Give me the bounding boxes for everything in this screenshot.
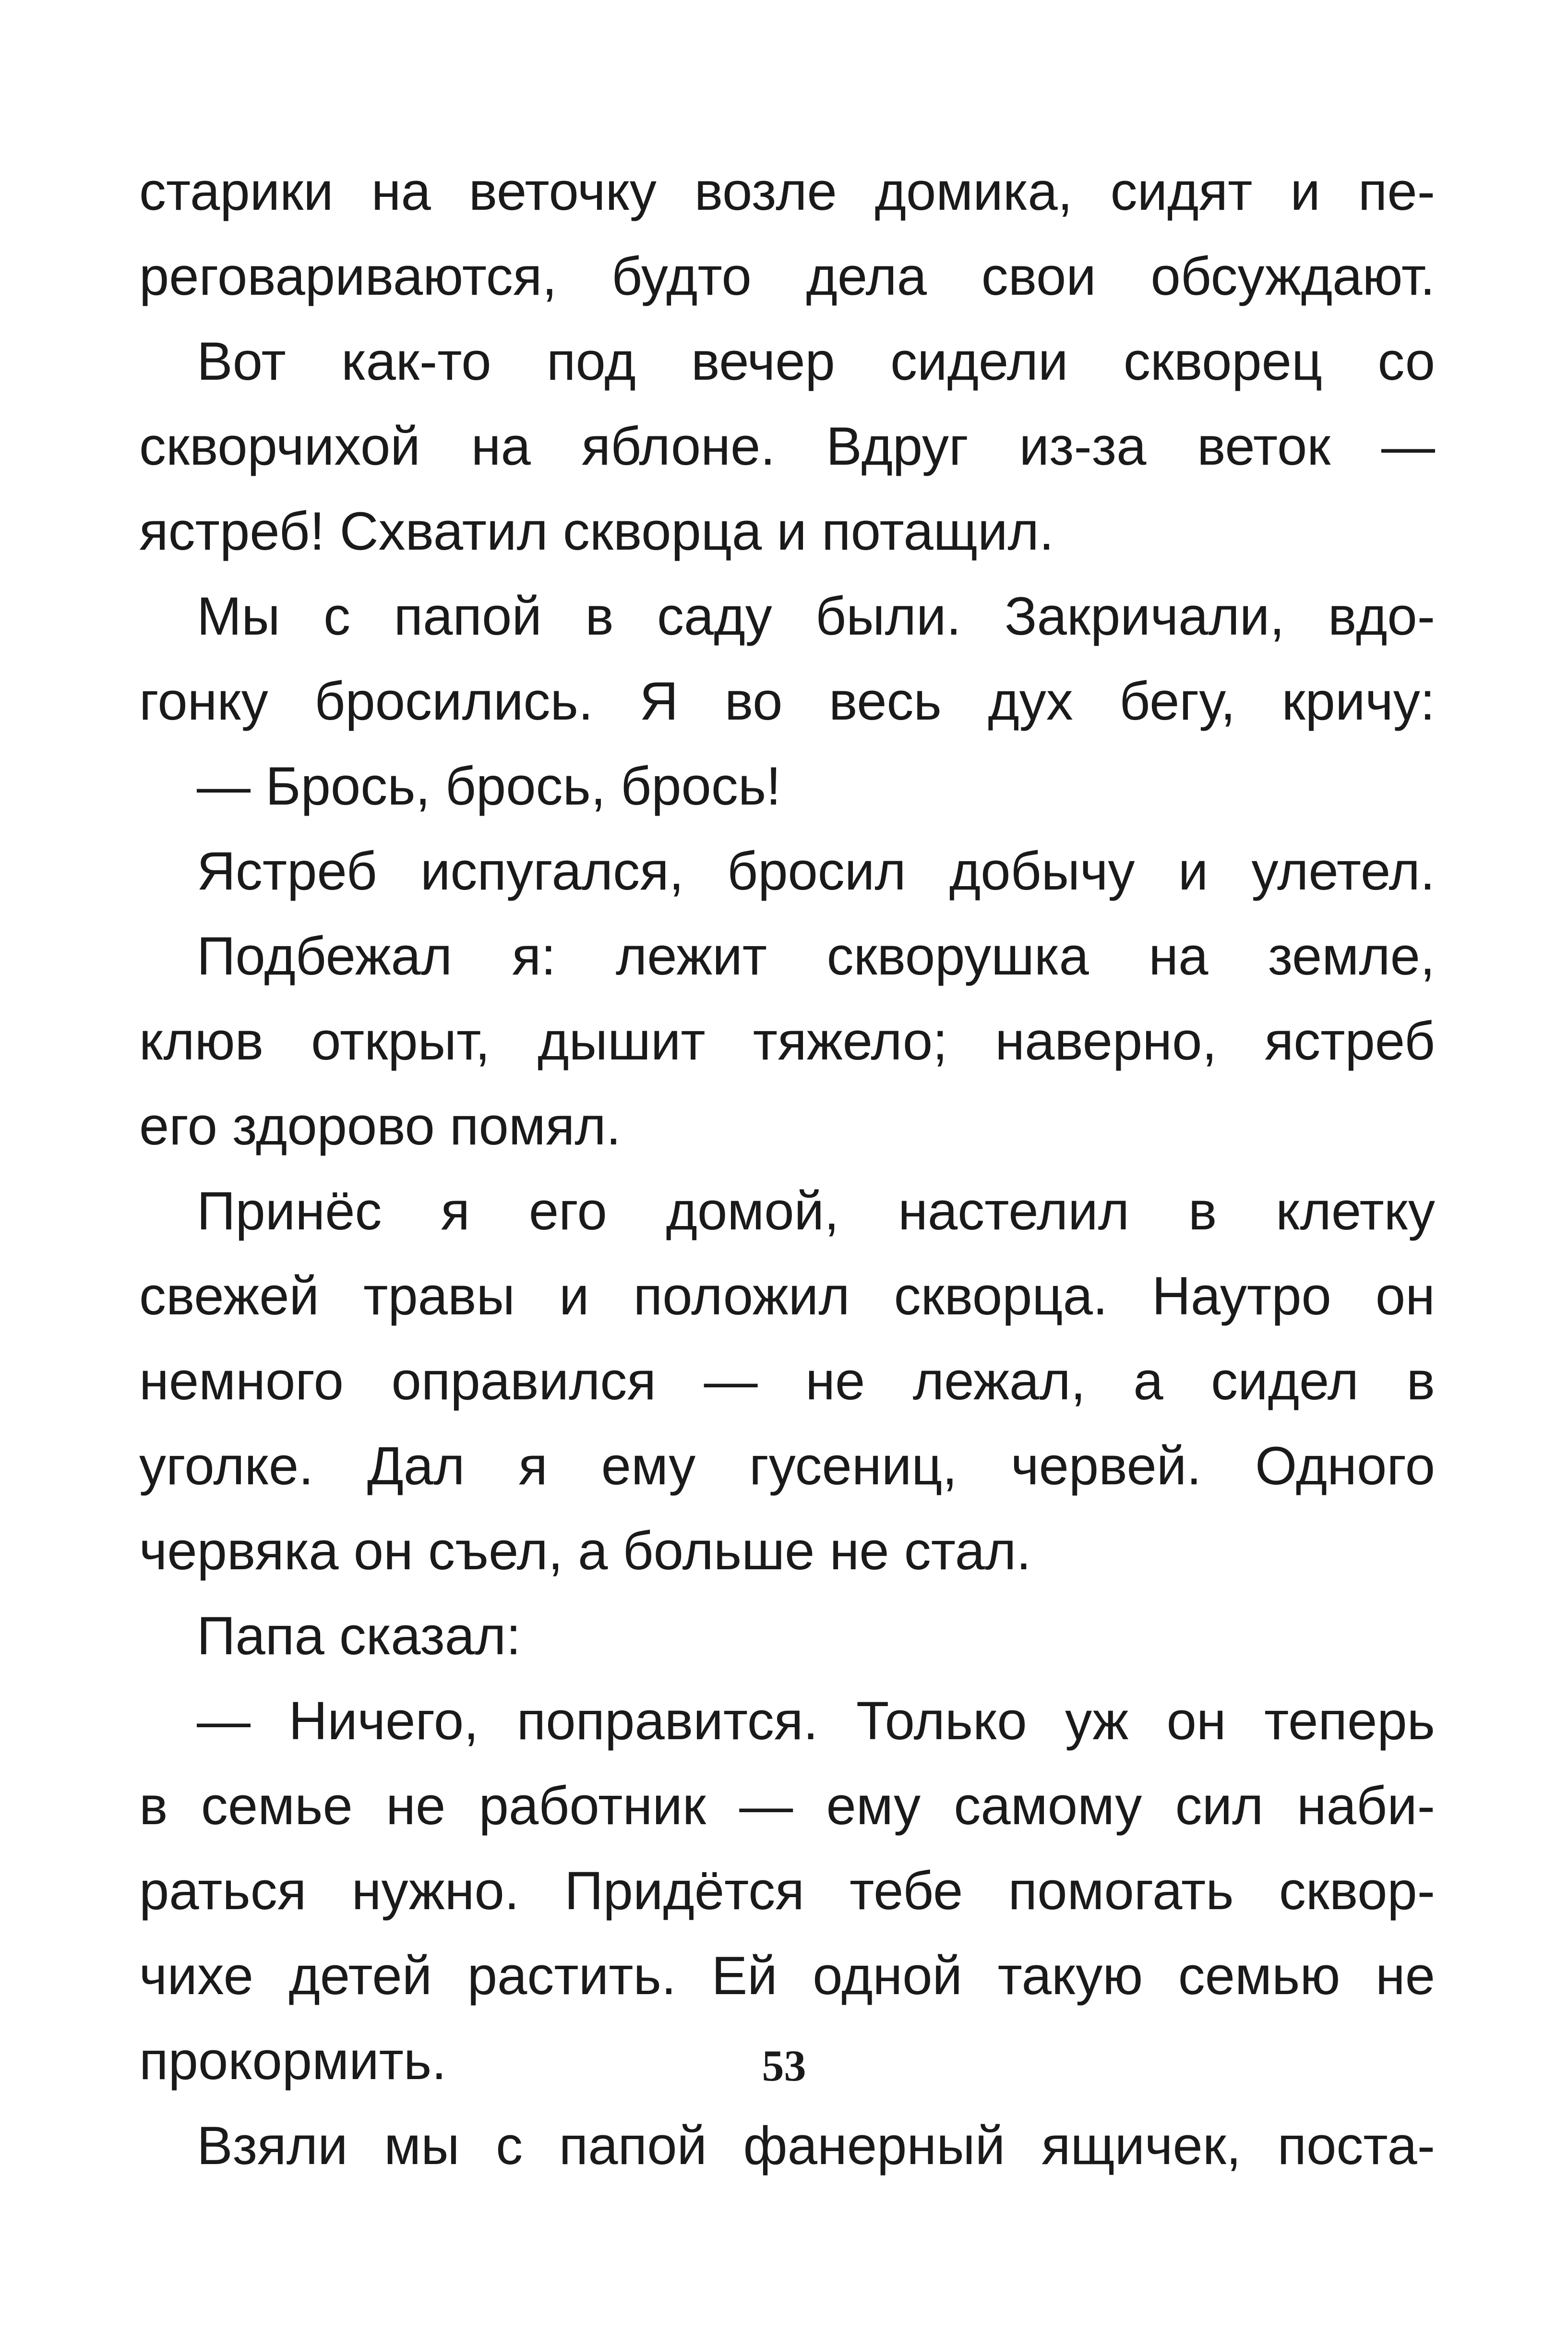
text-line: Подбежал я: лежит скворушка на земле, (197, 926, 1435, 986)
text-line: гонку бросились. Я во весь дух бегу, кричу: (139, 671, 1435, 731)
text-line: свежей травы и положил скворца. Наутро он (139, 1266, 1435, 1326)
text-line: Взяли мы с папой фанерный ящичек, поста- (197, 2116, 1435, 2176)
text-line: реговариваются, будто дела свои обсуждают. (139, 246, 1435, 306)
text-line: — Ничего, поправится. Только уж он теперь (197, 1691, 1435, 1751)
body-text (139, 149, 1435, 2188)
text-line: Вот как-то под вечер сидели скворец со (197, 331, 1435, 391)
text-line: чихе детей растить. Ей одной такую семью не (139, 1946, 1435, 2006)
text-line: уголке. Дал я ему гусениц, червей. Одного (139, 1436, 1435, 1496)
text-line: червяка он съел, а больше не стал. (139, 1521, 1031, 1581)
text-line: прокормить. (139, 2031, 447, 2091)
text-line: Принёс я его домой, настелил в клетку (197, 1181, 1435, 1241)
text-line: в семье не работник — ему самому сил наби- (139, 1776, 1435, 1836)
page-number: 53 (762, 2041, 806, 2090)
text-line: его здорово помял. (139, 1096, 621, 1156)
text-line: Ястреб испугался, бросил добычу и улетел. (197, 841, 1435, 901)
text-line: немного оправился — не лежал, а сидел в (139, 1351, 1435, 1411)
text-line: раться нужно. Придётся тебе помогать сквор- (139, 1861, 1435, 1921)
text-line: ястреб! Схватил скворца и потащил. (139, 501, 1054, 561)
text-line: Мы с папой в саду были. Закричали, вдо- (197, 586, 1435, 646)
text-line: клюв открыт, дышит тяжело; наверно, ястреб (139, 1011, 1435, 1071)
text-line: старики на веточку возле домика, сидят и пе- (139, 161, 1435, 221)
text-line: — Брось, брось, брось! (197, 756, 781, 816)
text-line: Папа сказал: (197, 1606, 521, 1666)
text-line: скворчихой на яблоне. Вдруг из-за веток — (139, 416, 1435, 476)
